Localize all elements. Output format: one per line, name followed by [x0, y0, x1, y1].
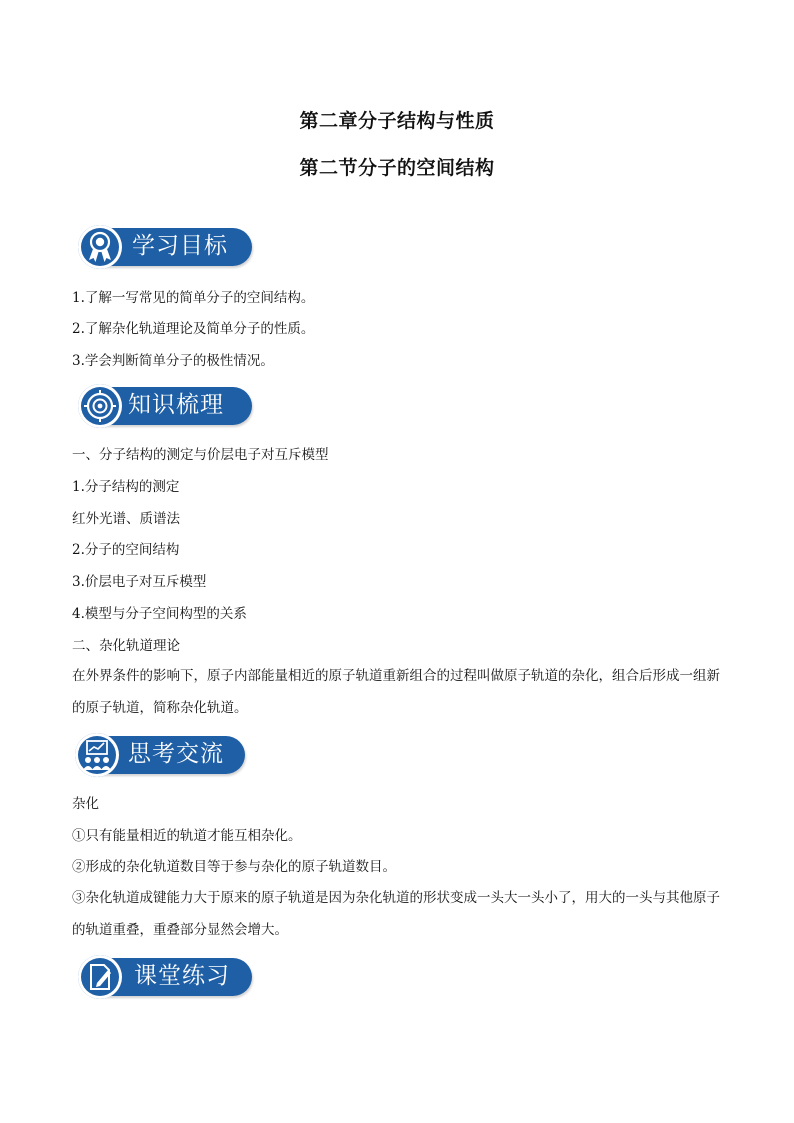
- knowledge-paragraph: 在外界条件的影响下，原子内部能量相近的原子轨道重新组合的过程叫做原子轨道的杂化，组合后形成一组新的原子轨道，简称杂化轨道。: [72, 668, 720, 716]
- knowledge-line-5: 3.价层电子对互斥模型: [72, 574, 207, 590]
- goal-item-2: 2.了解杂化轨道理论及简单分子的性质。: [72, 321, 315, 337]
- knowledge-banner-label: 知识梳理: [128, 392, 224, 418]
- section-title: 第二节分子的空间结构: [299, 157, 495, 179]
- knowledge-line-1: 一、分子结构的测定与价层电子对互斥模型: [72, 447, 329, 463]
- knowledge-line-6: 4.模型与分子空间构型的关系: [72, 606, 247, 622]
- knowledge-line-7: 二、杂化轨道理论: [72, 638, 180, 654]
- chapter-title: 第二章分子结构与性质: [299, 110, 495, 132]
- knowledge-line-4: 2.分子的空间结构: [72, 542, 180, 558]
- discussion-paragraph: ③杂化轨道成键能力大于原来的原子轨道是因为杂化轨道的形状变成一头大一头小了，用大的一头与其他原子的轨道重叠，重叠部分显然会增大。: [72, 890, 720, 938]
- discussion-banner: [75, 733, 245, 777]
- discussion-heading: 杂化: [72, 796, 99, 812]
- discussion-banner-label: 思考交流: [128, 741, 224, 767]
- practice-banner-label: 课堂练习: [134, 963, 230, 989]
- practice-banner: [78, 955, 252, 999]
- discussion-item-2: ②形成的杂化轨道数目等于参与杂化的原子轨道数目。: [72, 859, 396, 875]
- discussion-item-1: ①只有能量相近的轨道才能互相杂化。: [72, 828, 302, 844]
- goals-banner-label: 学习目标: [132, 233, 228, 259]
- goal-item-1: 1.了解一写常见的简单分子的空间结构。: [72, 290, 315, 306]
- edit-document-icon: [78, 955, 122, 999]
- goal-item-3: 3.学会判断简单分子的极性情况。: [72, 353, 274, 369]
- knowledge-banner: [78, 384, 252, 428]
- knowledge-line-3: 红外光谱、质谱法: [72, 511, 180, 527]
- group-chart-icon: [75, 733, 119, 777]
- target-icon: [78, 384, 122, 428]
- knowledge-line-2: 1.分子结构的测定: [72, 479, 180, 495]
- award-ribbon-icon: [78, 225, 122, 269]
- goals-banner: [78, 225, 252, 269]
